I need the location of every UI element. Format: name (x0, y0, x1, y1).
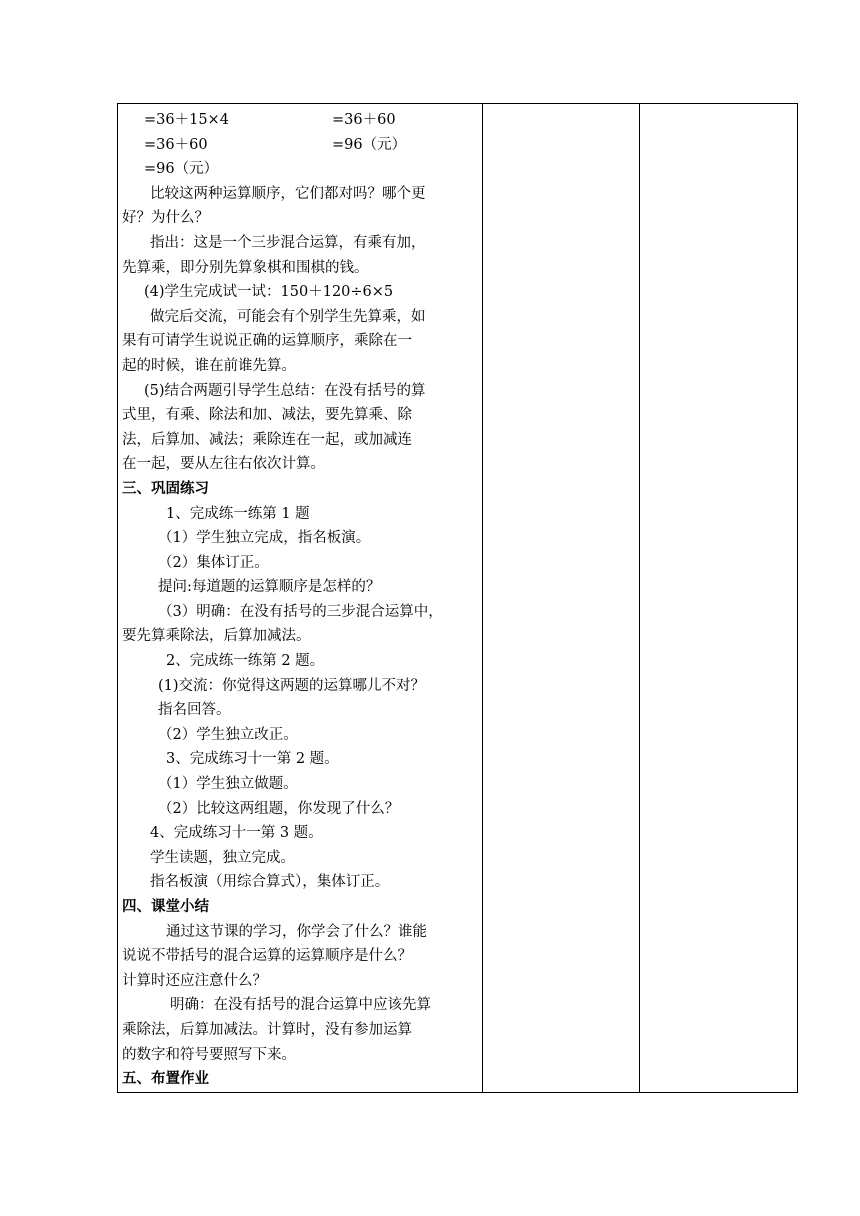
lesson-content (118, 104, 482, 1092)
lesson-plan-table (117, 103, 798, 1093)
calc-left: =36＋60 (144, 136, 208, 153)
paragraph-line: 在一起，要从左往右依次计算。 (122, 456, 325, 473)
section-heading: 五、布置作业 (122, 1071, 209, 1088)
paragraph-line: 学生读题，独立完成。 (150, 849, 295, 866)
calc-row (122, 108, 476, 133)
calc-right: =96（元） (332, 136, 407, 153)
paragraph-line: 4、完成练习十一第 3 题。 (150, 825, 323, 842)
paragraph-line: 做完后交流，可能会有个别学生先算乘，如 (150, 308, 426, 325)
calc-right: =36＋60 (332, 112, 396, 128)
paragraph-line: 3、完成练习十一第 2 题。 (166, 751, 339, 768)
paragraph-line: （1）学生独立完成，指名板演。 (158, 530, 371, 547)
paragraph-line: 乘除法，后算加减法。计算时，没有参加运算 (122, 1021, 412, 1038)
paragraph-line: （2）比较这两组题，你发现了什么？ (158, 800, 400, 817)
paragraph-line: 的数字和符号要照写下来。 (122, 1046, 296, 1063)
paragraph-line: (4)学生完成试一试：150＋120÷6×5 (144, 284, 394, 301)
paragraph-line: 1、完成练一练第 1 题 (166, 505, 310, 522)
paragraph-line: 起的时候，谁在前谁先算。 (122, 357, 296, 374)
paragraph-line: 法，后算加、减法；乘除连在一起，或加减连 (122, 431, 412, 448)
section-heading: 三、巩固练习 (122, 480, 209, 497)
paragraph-line: （3）明确：在没有括号的三步混合运算中， (158, 603, 443, 620)
paragraph-line: 好？为什么？ (122, 210, 209, 227)
paragraph-line: 先算乘，即分别先算象棋和围棋的钱。 (122, 259, 369, 276)
paragraph-line: 2、完成练一练第 2 题。 (166, 653, 325, 670)
paragraph-line: 指出：这是一个三步混合运算，有乘有加， (150, 234, 426, 251)
paragraph-line: 指名板演（用综合算式），集体订正。 (150, 874, 390, 891)
teaching-process-cell (118, 104, 483, 1093)
paragraph-line: （2）集体订正。 (158, 554, 269, 571)
paragraph-line: 计算时还应注意什么？ (122, 972, 267, 989)
paragraph-line: 通过这节课的学习，你学会了什么？谁能 (166, 923, 427, 940)
paragraph-line: 明确：在没有括号的混合运算中应该先算 (170, 997, 431, 1014)
paragraph-line: （1）学生独立做题。 (158, 776, 298, 793)
calc-left: =36＋15×4 (144, 112, 229, 128)
paragraph-line: （2）学生独立改正。 (158, 726, 298, 743)
table-row (118, 104, 798, 1093)
paragraph-line: (1)交流：你觉得这两题的运算哪儿不对？ (158, 677, 426, 694)
paragraph-line: 要先算乘除法，后算加减法。 (122, 628, 311, 645)
paragraph-line: 比较这两种运算顺序，它们都对吗？哪个更 (150, 185, 426, 202)
section-heading: 四、课堂小结 (122, 899, 209, 915)
paragraph-line: (5)结合两题引导学生总结：在没有括号的算 (144, 382, 426, 399)
paragraph-line: 提问:每道题的运算顺序是怎样的？ (158, 579, 381, 596)
empty-column-cell (483, 104, 640, 1093)
paragraph-line: 指名回答。 (158, 702, 231, 719)
paragraph-line: 果有可请学生说说正确的运算顺序，乘除在一 (122, 333, 412, 350)
empty-column-cell (640, 104, 798, 1093)
calc-result: =96（元） (144, 161, 219, 178)
paragraph-line: 说说不带括号的混合运算的运算顺序是什么？ (122, 948, 412, 965)
calc-row (122, 133, 476, 158)
paragraph-line: 式里，有乘、除法和加、减法，要先算乘、除 (122, 407, 412, 424)
